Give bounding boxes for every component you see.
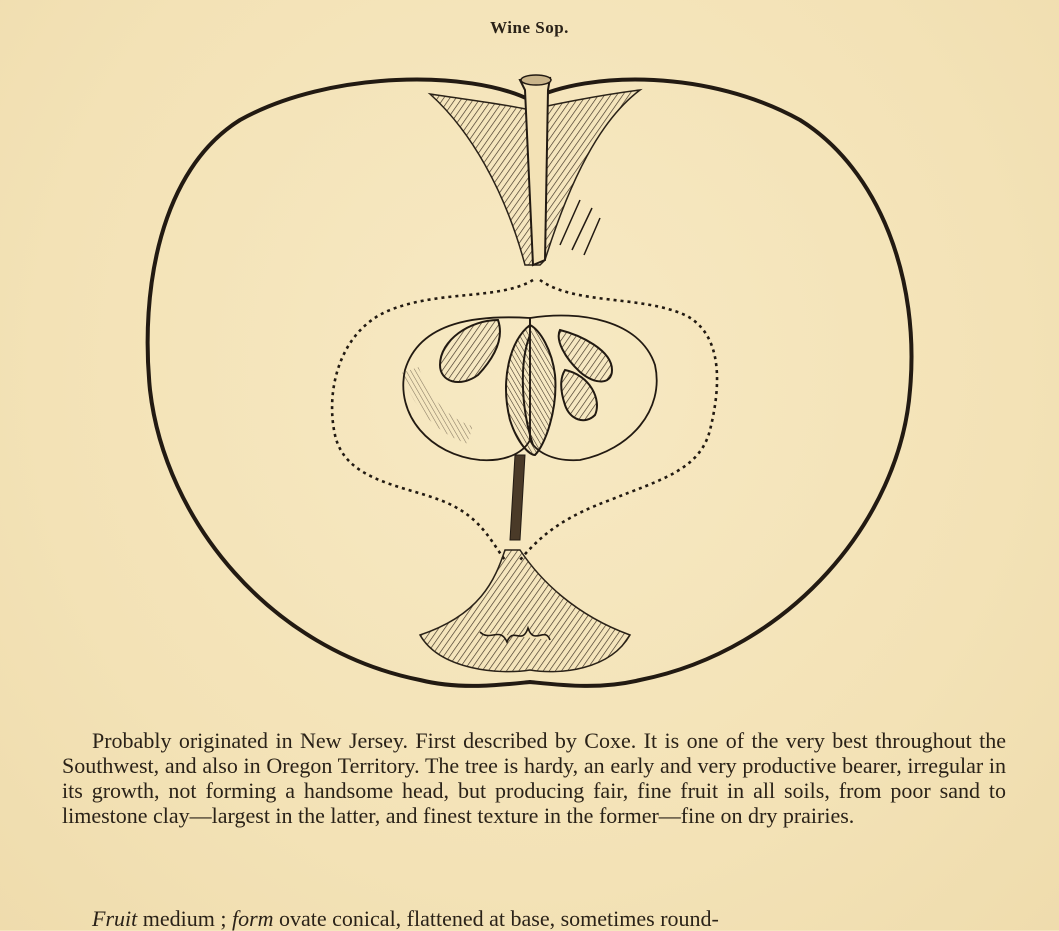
seed-left [440, 320, 500, 382]
description-text [62, 728, 1006, 828]
fruit-text-1: medium ; [137, 906, 232, 931]
apple-cross-section-illustration [0, 60, 1059, 720]
calyx-cavity [420, 550, 630, 672]
fruit-description-line [92, 906, 1036, 931]
description-paragraph: Probably originated in New Jersey. First described by Coxe. It is one of the very best throughout the Southwest, and also in Oregon Territory. The tree is hardy, an early and very productive bearer, irregular in its growth, not forming a handsome head, but producing fair, fine fruit in all soils, from poor sand to limestone clay—largest in the latter, and finest texture in the former—fine on dry prairies. [62, 728, 1006, 828]
fruit-text-2: ovate conical, flattened at base, sometimes round- [273, 906, 719, 931]
form-label: form [231, 906, 274, 931]
fruit-label: Fruit [92, 906, 138, 931]
page-title: Wine Sop. [490, 18, 569, 37]
vascular-bundle [510, 455, 525, 540]
